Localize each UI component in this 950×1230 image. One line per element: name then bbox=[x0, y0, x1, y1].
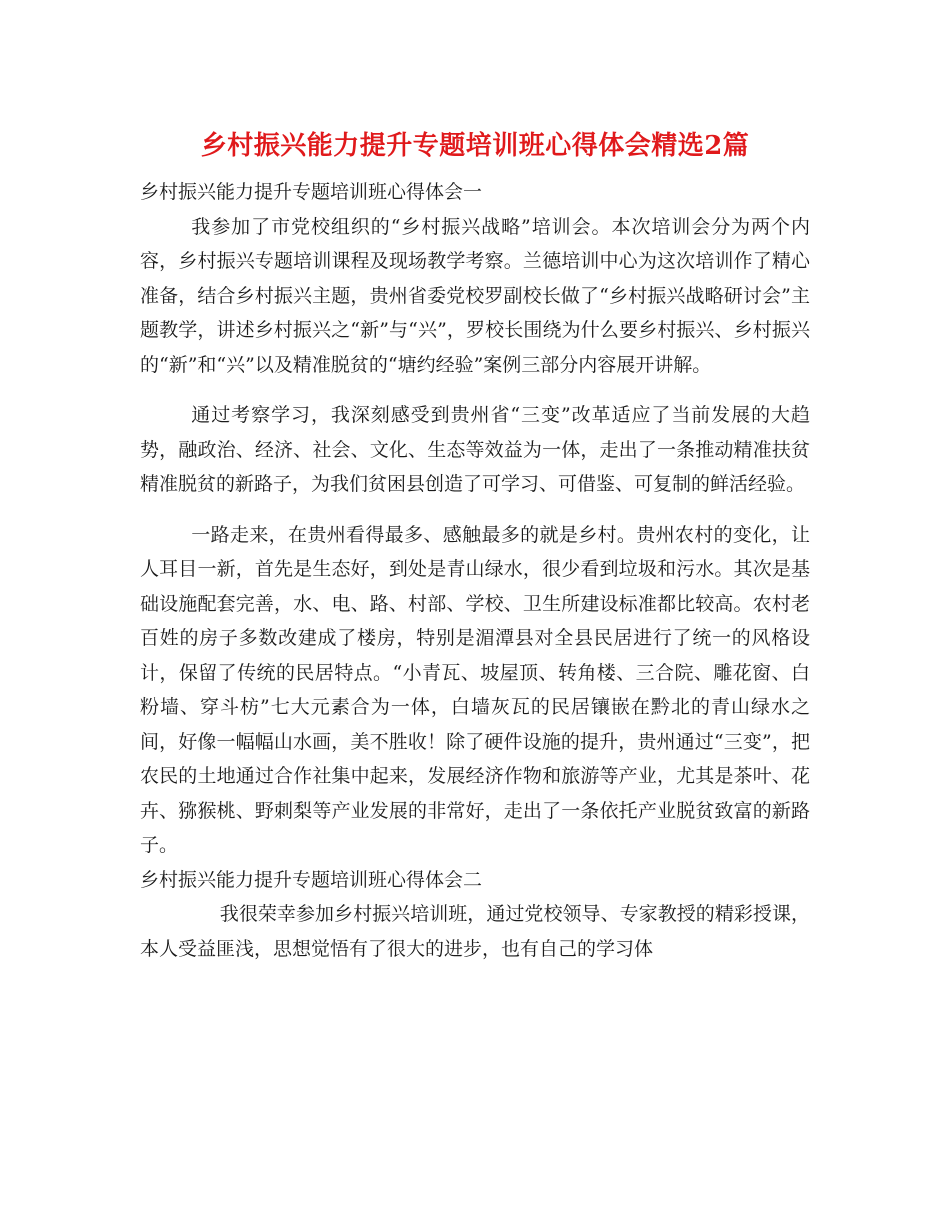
section-heading-1: 乡村振兴能力提升专题培训班心得体会一 bbox=[140, 181, 483, 203]
paragraph: 一路走来，在贵州看得最多、感触最多的就是乡村。贵州农村的变化，让人耳目一新，首先是生态好，到处是青山绿水，很少看到垃圾和污水。其次是基础设施配套完善，水、电、路、村部、学校、卫生所建设标准都比较高。农村老百姓的房子多数改建成了楼房，特别是湄潭县对全县民居进行了统一的风格设计，保留了传统的民居特点。“小青瓦、坡屋顶、转角楼、三合院、雕花窗、白粉墙、穿斗枋”七大元素合为一体，白墙灰瓦的民居镶嵌在黔北的青山绿水之间，好像一幅幅山水画，美不胜收！除了硬件设施的提升，贵州通过“三变”，把农民的土地通过合作社集中起来，发展经济作物和旅游等产业，尤其是茶叶、花卉、猕猴桃、野刺梨等产业发展的非常好，走出了一条依托产业脱贫致富的新路子。 bbox=[140, 523, 810, 856]
document-body bbox=[140, 175, 810, 966]
section-heading-2: 乡村振兴能力提升专题培训班心得体会二 bbox=[140, 868, 483, 891]
paragraph: 通过考察学习，我深刻感受到贵州省“三变”改革适应了当前发展的大趋势，融政治、经济、社会、文化、生态等效益为一体，走出了一条推动精准扶贫精准脱贫的新路子，为我们贫困县创造了可学习、可借鉴、可复制的鲜活经验。 bbox=[140, 404, 810, 495]
paragraph: 我很荣幸参加乡村振兴培训班，通过党校领导、专家教授的精彩授课，本人受益匪浅，思想觉悟有了很大的进步，也有自己的学习体 bbox=[140, 903, 810, 960]
document-title: 乡村振兴能力提升专题培训班心得体会精选2篇 bbox=[200, 131, 750, 161]
paragraph: 我参加了市党校组织的“乡村振兴战略”培训会。本次培训会分为两个内容，乡村振兴专题培训课程及现场教学考察。兰德培训中心为这次培训作了精心准备，结合乡村振兴主题，贵州省委党校罗副校长做了“乡村振兴战略研讨会”主题教学，讲述乡村振兴之“新”与“兴”，罗校长围绕为什么要乡村振兴、乡村振兴的“新”和“兴”以及精准脱贫的“塘约经验”案例三部分内容展开讲解。 bbox=[140, 215, 810, 376]
